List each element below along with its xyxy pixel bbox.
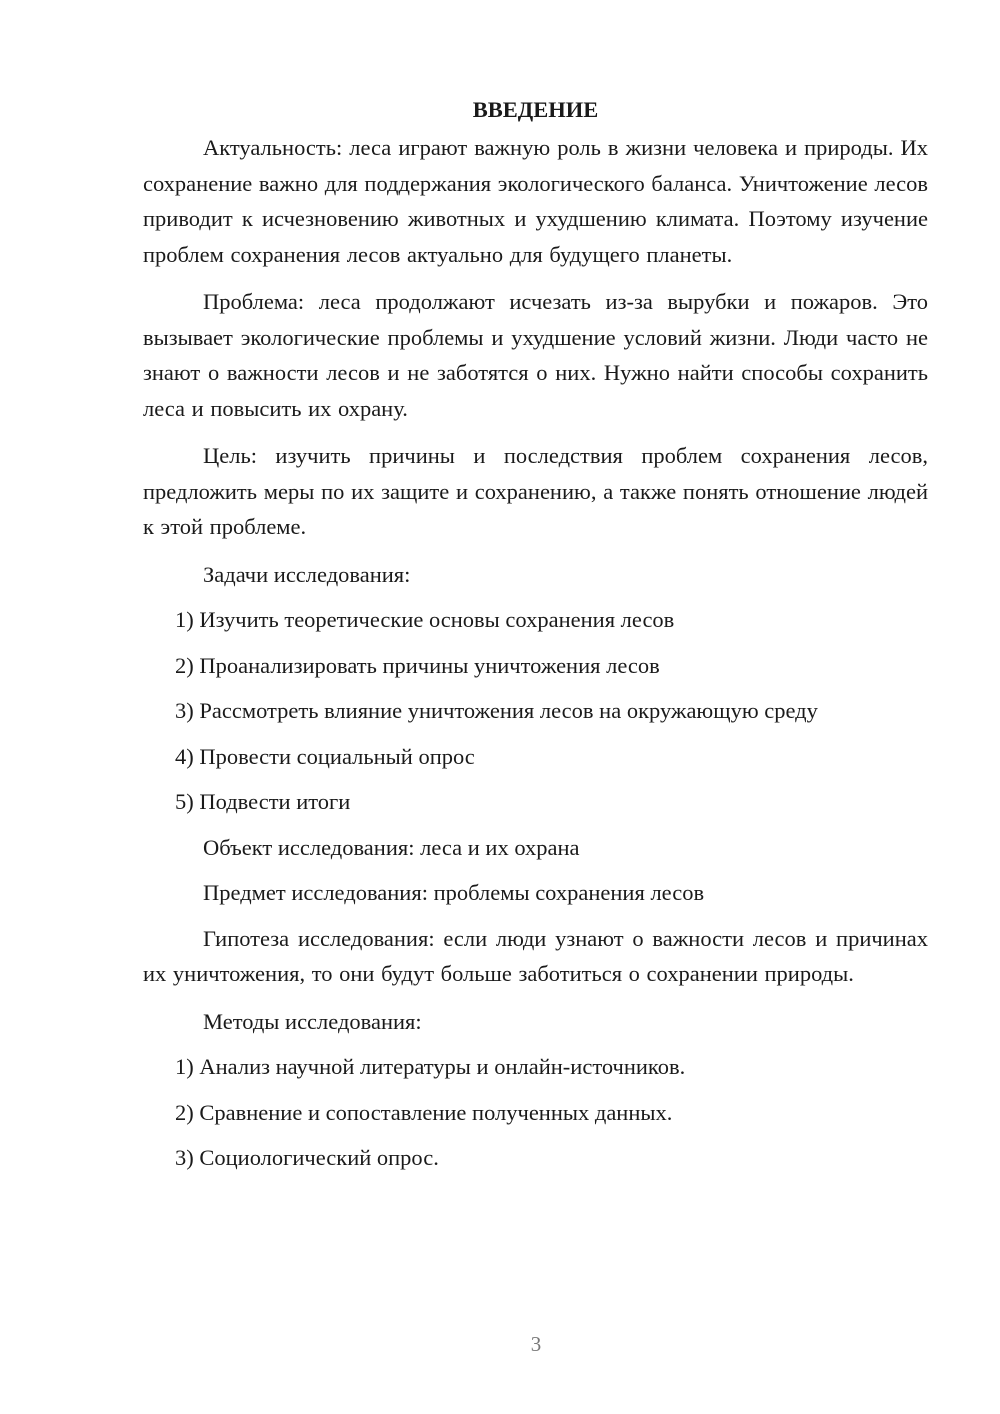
problem-paragraph: Проблема: леса продолжают исчезать из-за вырубки и пожаров. Это вызывает экологические проблемы и ухудшение условий жизни. Люди часто не знают о важности лесов и не заботятся о них. Нужно найти способы сохранить леса и повысить их охрану. (143, 289, 928, 421)
task-item-2: 2) Проанализировать причины уничтожения лесов (175, 652, 660, 678)
method-item-3: 3) Социологический опрос. (175, 1145, 439, 1170)
method-item-1: 1) Анализ научной литературы и онлайн-источников. (175, 1054, 686, 1079)
task-item-3: 3) Рассмотреть влияние уничтожения лесов на окружающую среду (175, 698, 818, 723)
research-object: Объект исследования: леса и их охрана (203, 834, 580, 860)
methods-heading: Методы исследования: (203, 1008, 422, 1034)
research-subject: Предмет исследования: проблемы сохранения лесов (203, 880, 705, 905)
relevance-paragraph: Актуальность: леса играют важную роль в жизни человека и природы. Их сохранение важно для поддержания экологического баланса. Уничтожение лесов приводит к исчезновению животных и ухудшению климата. Поэтому изучение проблем сохранения лесов актуально для будущего планеты. (143, 135, 928, 267)
hypothesis-paragraph: Гипотеза исследования: если люди узнают о важности лесов и причинах их уничтожения, то они будут больше заботиться о сохранении природы. (143, 925, 928, 986)
task-item-4: 4) Провести социальный опрос (175, 743, 475, 769)
method-item-2: 2) Сравнение и сопоставление полученных данных. (175, 1099, 673, 1125)
task-item-5: 5) Подвести итоги (175, 789, 351, 814)
document-body (143, 92, 928, 1186)
task-item-1: 1) Изучить теоретические основы сохранения лесов (175, 607, 675, 632)
section-title: ВВЕДЕНИЕ (472, 97, 599, 122)
tasks-heading: Задачи исследования: (203, 561, 411, 587)
page-number: 3 (530, 1332, 542, 1356)
goal-paragraph: Цель: изучить причины и последствия проблем сохранения лесов, предложить меры по их защите и сохранению, а также понять отношение людей к этой проблеме. (143, 443, 928, 539)
